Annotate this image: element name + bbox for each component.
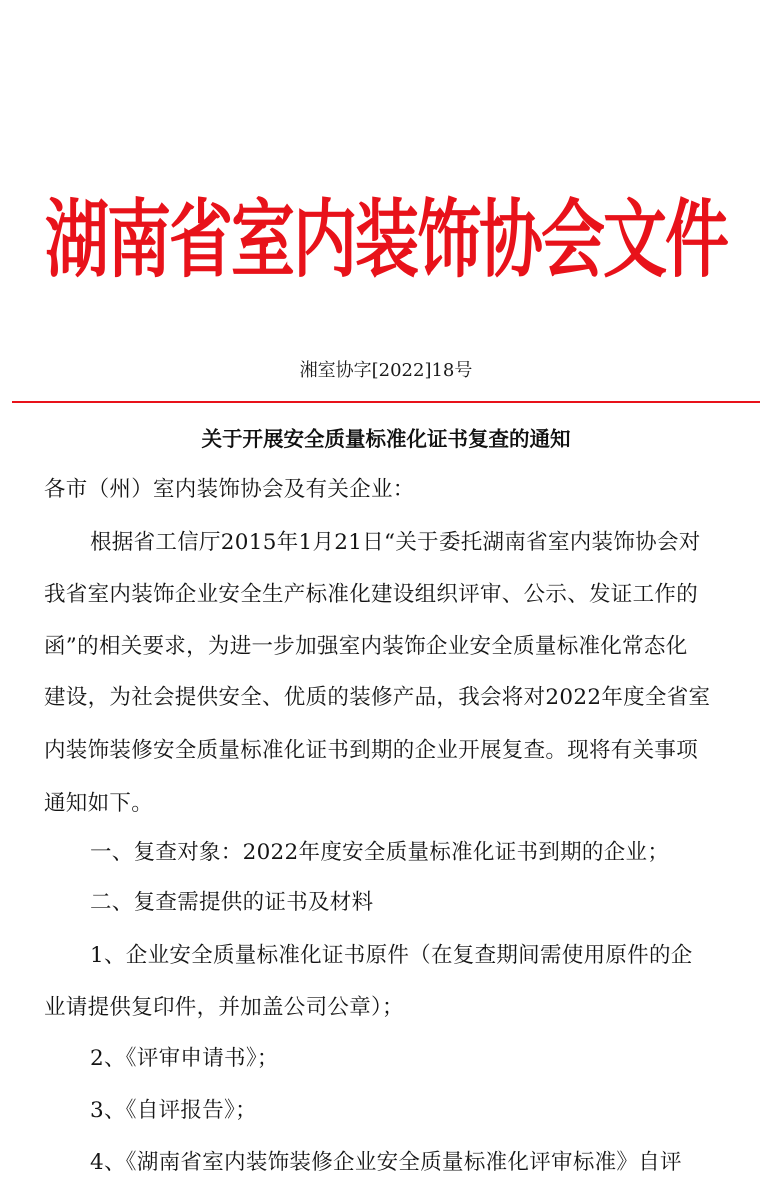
list-item-continuation: 业请提供复印件，并加盖公司公章）； [44,995,404,1020]
body-line: 内装饰装修安全质量标准化证书到期的企业开展复查。现将有关事项 [44,738,699,763]
body-line: 建设，为社会提供安全、优质的装修产品，我会将对2022年度全省室 [44,685,711,710]
section-heading-2: 二、复查需提供的证书及材料 [90,890,374,915]
list-item: 2、《评审申请书》； [90,1046,279,1071]
document-number: 湘室协字[2022]18号 [299,360,473,381]
body-line: 通知如下。 [44,791,154,816]
body-line: 函”的相关要求，为进一步加强室内装饰企业安全质量标准化常态化 [44,634,688,659]
notice-title: 关于开展安全质量标准化证书复查的通知 [201,427,571,451]
red-divider-rule [12,401,760,403]
body-line: 根据省工信厅2015年1月21日“关于委托湖南省室内装饰协会对 [90,530,701,555]
list-item: 1、企业安全质量标准化证书原件（在复查期间需使用原件的企 [90,943,693,968]
salutation: 各市（州）室内装饰协会及有关企业： [44,477,415,502]
list-item: 3、《自评报告》； [90,1098,257,1123]
section-heading-1: 一、复查对象：2022年度安全质量标准化证书到期的企业； [90,840,670,865]
list-item: 4、《湖南省室内装饰装修企业安全质量标准化评审标准》自评 [90,1150,682,1175]
body-line: 我省室内装饰企业安全生产标准化建设组织评审、公示、发证工作的 [44,582,699,607]
issuer-masthead: 湖南省室内装饰协会文件 [45,192,727,291]
